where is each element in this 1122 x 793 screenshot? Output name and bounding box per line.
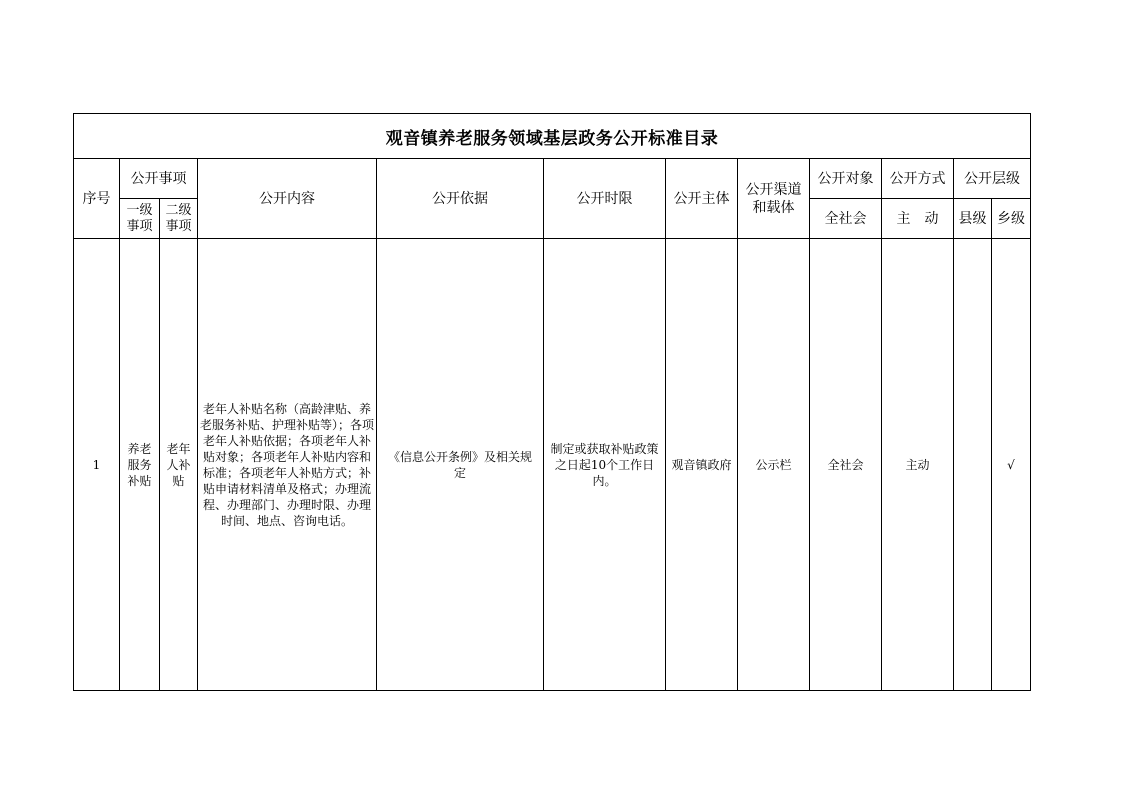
table-row [74, 239, 1031, 691]
header-content: 公开内容 [198, 159, 377, 239]
cell-level2: 老年人补贴 [160, 239, 198, 691]
header-items: 公开事项 [120, 159, 198, 199]
header-level: 公开层级 [954, 159, 1031, 199]
cell-method: 主动 [882, 239, 954, 691]
header-level2: 二级事项 [160, 199, 198, 239]
header-seq: 序号 [74, 159, 120, 239]
cell-channel: 公示栏 [738, 239, 810, 691]
cell-subject: 观音镇政府 [666, 239, 738, 691]
catalog-sheet [73, 113, 1030, 691]
table-title: 观音镇养老服务领域基层政务公开标准目录 [74, 114, 1031, 159]
header-target: 公开对象 [810, 159, 882, 199]
header-target-all: 全社会 [810, 199, 882, 239]
header-time-limit: 公开时限 [544, 159, 666, 239]
header-basis: 公开依据 [377, 159, 544, 239]
header-method-active: 主 动 [882, 199, 954, 239]
header-method: 公开方式 [882, 159, 954, 199]
cell-target: 全社会 [810, 239, 882, 691]
cell-seq: 1 [74, 239, 120, 691]
header-township: 乡级 [992, 199, 1031, 239]
cell-content: 老年人补贴名称（高龄津贴、养老服务补贴、护理补贴等）；各项老年人补贴依据；各项老年人补贴对象；各项老年人补贴内容和标准；各项老年人补贴方式；补贴申请材料清单及格式；办理流程、办理部门、办理时限、办理时间、地点、咨询电话。 [198, 239, 377, 691]
header-level1: 一级事项 [120, 199, 160, 239]
cell-time-limit: 制定或获取补贴政策之日起10个工作日内。 [544, 239, 666, 691]
cell-county [954, 239, 992, 691]
header-subject: 公开主体 [666, 159, 738, 239]
cell-basis: 《信息公开条例》及相关规定 [377, 239, 544, 691]
header-county: 县级 [954, 199, 992, 239]
header-channel: 公开渠道和载体 [738, 159, 810, 239]
cell-level1: 养老服务补贴 [120, 239, 160, 691]
cell-township-check: √ [992, 239, 1031, 691]
catalog-table [73, 113, 1031, 691]
